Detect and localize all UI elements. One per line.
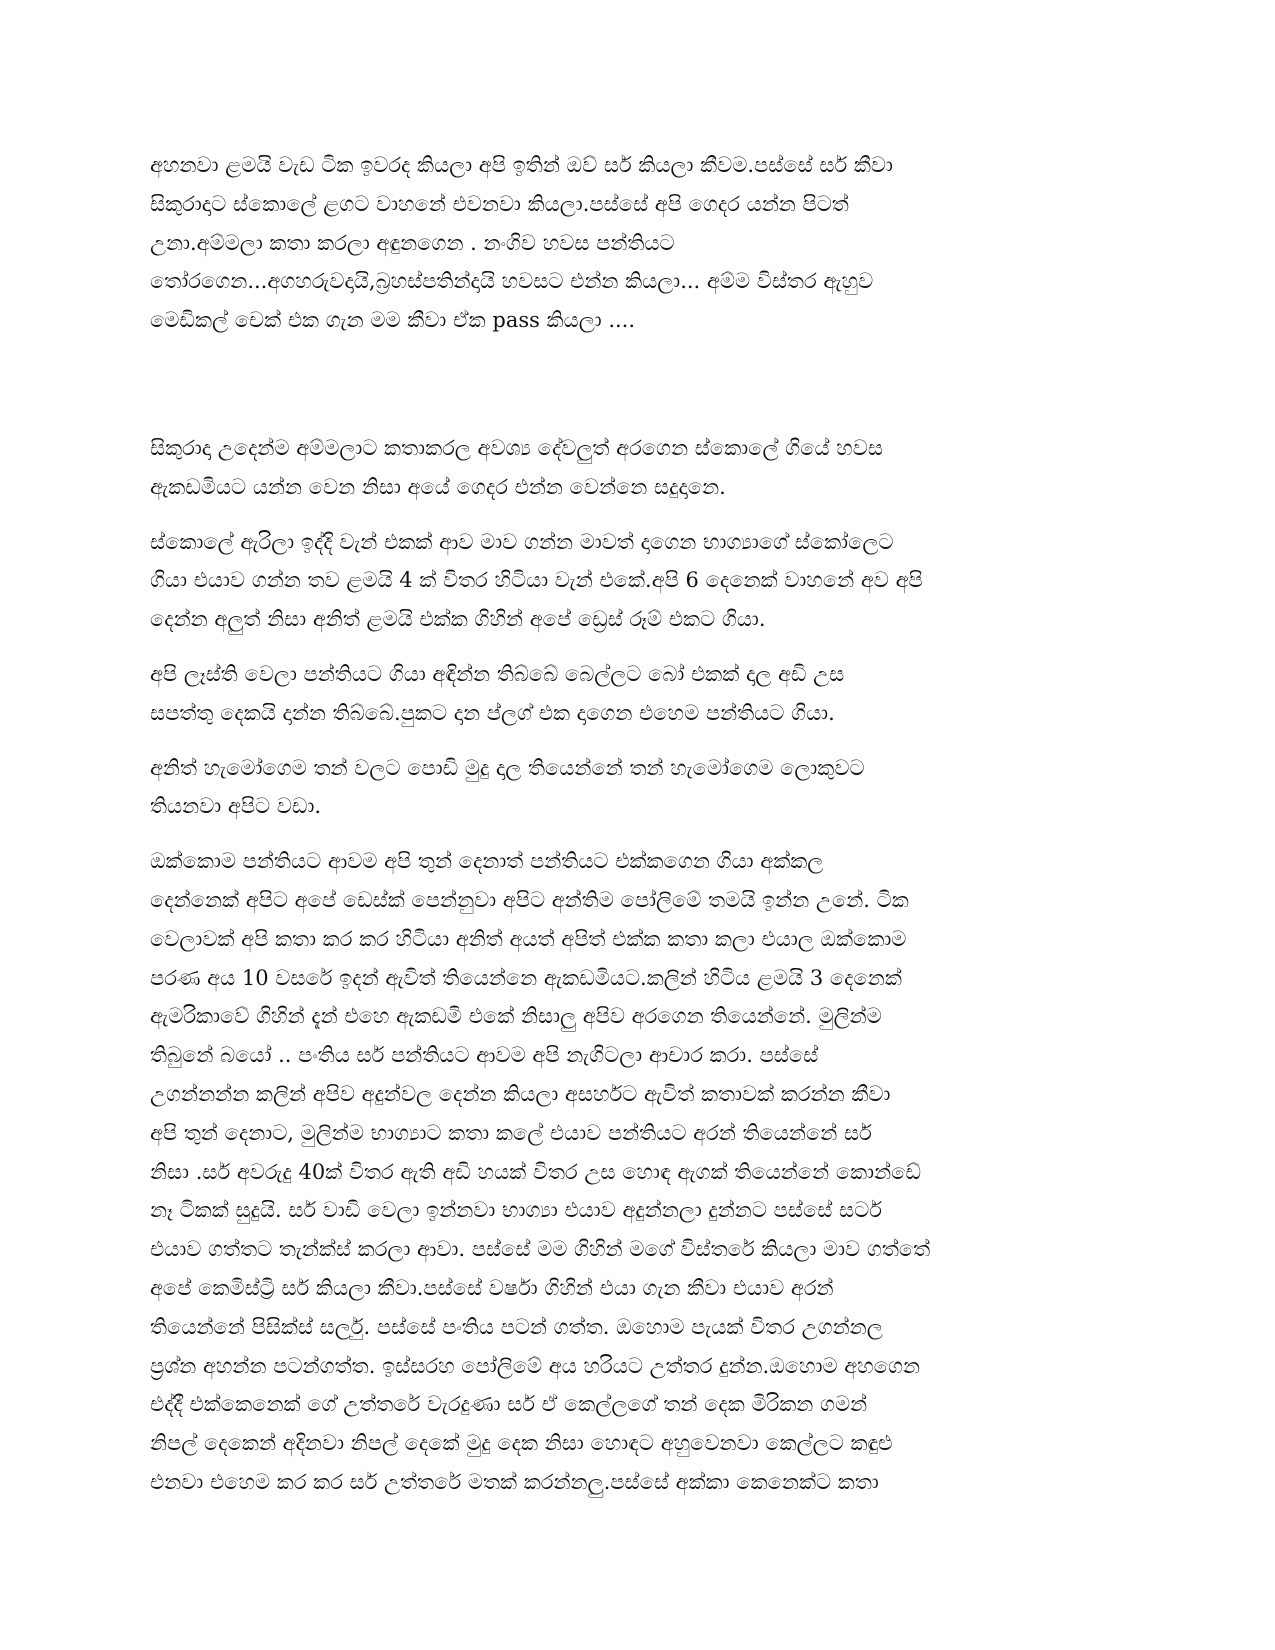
text-line: නෑ ටිකක් සුදුයි. සර් වාඩි වෙලා ඉන්නවා භාග්‍යා එයාව අදුන්නලා දුන්නට පස්සේ සර්ට xyxy=(150,1198,882,1223)
text-line: පරණ අය 10 වසරේ ඉදන් ඇවිත් තියෙන්නෙ ඇකඩමියට.කලින් හිටිය ළමයි 3 දෙනෙක් xyxy=(150,965,902,990)
text-line: ස්කොලේ ඇරිලා ඉද්දි වැන් එකක් ආව මාව ගන්න මාවත් දාගෙන භාග්‍යාගේ ස්කෝලෙට xyxy=(150,529,894,554)
paragraph-2 xyxy=(150,429,1125,507)
text-line: සපත්තු දෙකයි දාන්න තිබ්බේ.පුකට දාන ප්ලග් එක දාගෙන එහෙම පන්තියට ගියා. xyxy=(150,700,835,725)
paragraph-4 xyxy=(150,655,1125,733)
paragraph-1 xyxy=(150,146,1125,340)
text-line: දෙන්නෙක් අපිට අපේ ඩෙස්ක් පෙන්නුවා අපිට අන්තිම පෝලිමේ තමයි ඉන්න උනේ. ටික xyxy=(150,887,909,912)
paragraph-3 xyxy=(150,523,1125,639)
text-line: වෙලාවක් අපි කතා කර කර හිටියා අනිත් අයත් අපිත් එක්ක කතා කලා එයාල ඔක්කොම xyxy=(150,926,907,951)
text-line: ප්‍රශ්න අහන්න පටන්ගත්ත. ඉස්සරහ පෝලිමේ අය හරියට උත්තර දුන්න.ඔහොම අහගෙන xyxy=(150,1353,921,1378)
text-line: එද්දී එක්කෙනෙක් ගේ උත්තරේ වැරදුණා සර් ඒ කෙල්ලගේ තන් දෙක මිරිකන ගමන් xyxy=(150,1392,868,1417)
text-line: එනවා එහෙම කර කර සර් උත්තරේ මතක් කරන්නලු.පස්සේ අක්කා කෙනෙක්ට කතා xyxy=(150,1469,879,1494)
text-line: දෙන්න අලුත් නිසා අනිත් ළමයි එක්ක ගිහින් අපේ ඩ්‍රෙස් රූම් එකට ගියා. xyxy=(150,607,766,632)
text-line: අපි ලෑස්ති වෙලා පන්තියට ගියා අඳින්න තිබ්බේ බෙල්ලට බෝ එකක් දාල අඩි උස xyxy=(150,661,845,686)
text-line: ගියා එයාව ගන්න තව ළමයි 4 ක් විතර හිටියා වැන් එකේ.අපි 6 දෙනෙක් වාහනේ අව අපි xyxy=(150,568,923,593)
text-line: මෙඩිකල් චෙක් එක ගැන මම කීවා ඒක pass කියලා .... xyxy=(150,308,636,333)
text-line: තෝරගෙන...අගහරුවදායි,බ්‍රහස්පතින්දායි හවසට එන්න කියලා... අම්ම විස්තර ඇහුව xyxy=(150,269,874,294)
text-line: ඇමරිකාවේ ගිහින් දැන් එහෙ ඇකඩමි එකේ නිසාලු අපිව අරගෙන තියෙන්නේ. මුලින්ම xyxy=(150,1004,882,1029)
text-line: අනිත් හැමෝගෙම තන් වලට පොඩි මුදු දාල තියෙන්නේ තන් හැමෝගෙම ලොකුවට xyxy=(150,755,865,780)
text-line: නිපල් දෙකෙන් අදිනවා නිපල් දෙකේ මුදු දෙක නිසා හොඳට අහුවෙනවා කෙල්ලට කඳුළු xyxy=(150,1431,893,1456)
text-line: අහනවා ළමයි වැඩ ටික ඉවරද කියලා අපි ඉතින් ඔව් සර් කියලා කීවම.පස්සේ සර් කීවා xyxy=(150,153,893,177)
text-line: සිකුරාදා උදෙන්ම අම්මලාට කතාකරල අවශ්‍ය දේවලුත් අරගෙන ස්කොලේ ගියේ හවස xyxy=(150,435,883,460)
paragraph-5 xyxy=(150,749,1125,827)
text-line: තියෙන්නේ පිසික්ස් සර්ලු. පස්සේ පංතිය පටන් ගත්ත. ඔහොම පැයක් විතර උගන්නල xyxy=(150,1314,883,1339)
paragraph-6 xyxy=(150,842,1125,1502)
text-line: තිබුනේ බයෝ .. පංතිය සර් පන්තියට ආවම අපි නැගිටලා ආචාර කරා. පස්සේ xyxy=(150,1043,819,1068)
text-line: තියනවා අපිට වඩා. xyxy=(150,794,322,819)
text-line: අපි තුන් දෙනාට, මුලින්ම භාග්‍යාට කතා කලේ එයාව පන්තියට අරන් තියෙන්නේ සර් xyxy=(150,1120,872,1145)
text-line: සිකුරාදාට ස්කොලේ ළගට වාහනේ එවනවා කියලා.පස්සේ අපි ගෙදර යන්න පිටත් xyxy=(150,191,849,216)
document-body xyxy=(150,146,1125,1502)
text-line: එයාව ගත්තට තැන්ක්ස් කරලා ආවා. පස්සේ මම ගිහින් මගේ විස්තරේ කියලා මාව ගත්තේ xyxy=(150,1237,931,1262)
text-line: ඔක්කොම පන්තියට ආවම අපි තුන් දෙනාත් පන්තියට එක්කගෙන ගියා අක්කල xyxy=(150,849,824,874)
text-line: උනා.අම්මලා කතා කරලා අඳුනගෙන . නංගිව හවස පන්තියට xyxy=(150,230,675,255)
text-line: නිසා .සර් අවරුදු 40ක් විතර ඇති අඩි හයක් විතර උස හොඳ ඇගක් තියෙන්නේ කොන්ඩේ xyxy=(150,1159,922,1184)
text-line: ඇකඩමියට යන්න වෙන නිසා අයේ ගෙදර එන්න වෙන්නෙ සදුදානෙ. xyxy=(150,474,726,499)
text-line: අපේ කෙමිස්ට්‍රි සර් කියලා කීවා.පස්සේ වර්ෂා ගිහින් එයා ගැන කීවා එයාව අරන් xyxy=(150,1275,834,1300)
text-line: උගන්නන්න කලින් අපිව අදුන්වල දෙන්න කියලා අසර්හට ඇවිත් කතාවක් කරන්න කීවා xyxy=(150,1081,891,1106)
